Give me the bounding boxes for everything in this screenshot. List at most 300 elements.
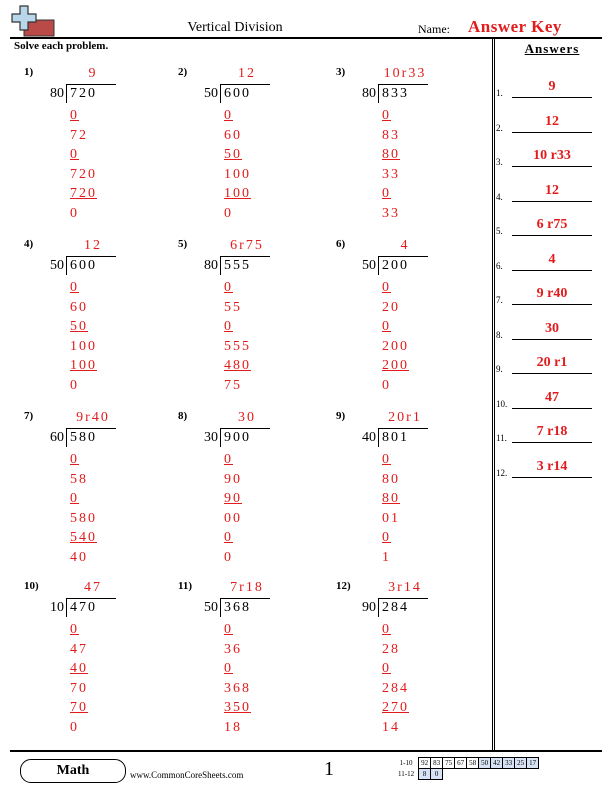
work-step	[70, 679, 120, 699]
work-step	[382, 145, 432, 165]
work-step-value: 83	[382, 127, 400, 143]
work-step-value: 90	[224, 471, 242, 487]
answer-row	[496, 170, 608, 204]
work-step	[382, 659, 432, 679]
division-bar-side	[220, 599, 221, 617]
work-step	[70, 356, 120, 376]
work-step	[382, 204, 432, 224]
name-label: Name:	[418, 22, 450, 36]
work-step-value: 0	[70, 108, 79, 123]
problem-number: 12)	[336, 580, 351, 592]
division-bar-top	[220, 598, 270, 599]
quotient: 10r33	[383, 66, 427, 81]
work-step-value: 0	[382, 452, 391, 467]
dividend: 833	[382, 86, 409, 101]
work-step-value: 33	[382, 205, 400, 221]
work-step-value: 0	[224, 280, 233, 295]
answer-row	[496, 342, 608, 376]
quotient: 30	[238, 410, 256, 425]
answer-value: 3 r14	[536, 458, 568, 474]
work-step	[224, 278, 274, 298]
answer-number: 12.	[496, 467, 508, 478]
problem-number: 3)	[336, 66, 346, 78]
answers-header: Answers	[524, 41, 580, 56]
work-step-value: 720	[70, 166, 97, 182]
work-step	[224, 620, 274, 640]
work-step	[382, 278, 432, 298]
answer-row	[496, 101, 608, 135]
work-step	[224, 145, 274, 165]
work-step-value: 480	[224, 358, 251, 373]
work-step-value: 36	[224, 641, 242, 657]
dividend: 580	[70, 430, 97, 445]
answer-row	[496, 273, 608, 307]
work-step-value: 0	[382, 530, 391, 545]
division-bar-side	[220, 257, 221, 275]
score-cell: 42	[491, 758, 503, 769]
work-step-value: 0	[224, 319, 233, 334]
work-step	[70, 718, 120, 738]
problem-number: 4)	[24, 238, 34, 250]
work-step	[224, 679, 274, 699]
work-step-value: 47	[70, 641, 88, 657]
work-step	[70, 640, 120, 660]
answer-row	[496, 239, 608, 273]
division-bar-top	[378, 84, 428, 85]
work-step	[382, 356, 432, 376]
divisor: 10	[50, 600, 64, 615]
problem-number: 8)	[178, 410, 188, 422]
answer-line	[512, 373, 592, 374]
header-rule	[10, 37, 602, 39]
quotient: 9	[88, 66, 98, 81]
work-step	[382, 298, 432, 318]
divisor: 80	[204, 258, 218, 273]
score-cell: 83	[431, 758, 443, 769]
work-step-value: 0	[224, 205, 233, 221]
division-bar-top	[378, 428, 428, 429]
work-step-value: 350	[224, 700, 251, 715]
answer-value: 12	[545, 113, 559, 129]
work-step-value: 0	[382, 622, 391, 637]
quotient: 47	[84, 580, 102, 595]
dividend: 200	[382, 258, 409, 273]
score-cell: 75	[443, 758, 455, 769]
work-step	[70, 145, 120, 165]
answer-line	[512, 201, 592, 202]
work-step-value: 50	[224, 147, 242, 162]
work-step	[70, 450, 120, 470]
answer-value: 4	[548, 251, 556, 267]
work-step	[70, 528, 120, 548]
work-step	[382, 184, 432, 204]
answer-row	[496, 411, 608, 445]
work-step	[382, 620, 432, 640]
work-step-value: 70	[70, 700, 88, 715]
work-step-value: 0	[382, 108, 391, 123]
problem-number: 10)	[24, 580, 39, 592]
division-bar-side	[66, 429, 67, 447]
work-step	[70, 620, 120, 640]
answer-value: 9 r40	[536, 286, 568, 301]
work-step-value: 580	[70, 510, 97, 526]
answer-number: 3.	[496, 157, 503, 167]
work-step-value: 0	[382, 377, 391, 393]
work-step	[224, 298, 274, 318]
division-problem	[178, 66, 328, 236]
work-step	[382, 640, 432, 660]
work-step	[70, 106, 120, 126]
work-steps	[70, 106, 120, 223]
score-cell: 0	[431, 769, 443, 780]
work-step	[70, 509, 120, 529]
work-step	[382, 376, 432, 396]
work-step	[224, 698, 274, 718]
work-step	[224, 204, 274, 224]
score-cell: 92	[419, 758, 431, 769]
division-bar-top	[66, 256, 116, 257]
work-step	[224, 640, 274, 660]
work-step	[224, 376, 274, 396]
work-step-value: 18	[224, 719, 242, 735]
score-grid	[396, 757, 539, 780]
answer-line	[512, 132, 592, 133]
score-row-label: 11-12	[398, 770, 415, 778]
answer-line	[512, 270, 592, 271]
work-step	[224, 337, 274, 357]
work-step-value: 200	[382, 338, 409, 354]
work-step	[70, 659, 120, 679]
work-step-value: 0	[70, 719, 79, 735]
work-step-value: 0	[224, 452, 233, 467]
answer-number: 6.	[496, 260, 503, 271]
work-step	[382, 509, 432, 529]
work-step	[224, 489, 274, 509]
division-bar-side	[378, 257, 379, 275]
answer-row	[496, 308, 608, 342]
quotient: 3r14	[388, 580, 422, 595]
work-step-value: 200	[382, 358, 409, 373]
work-steps	[382, 450, 432, 567]
division-bar-top	[220, 84, 270, 85]
work-step-value: 100	[224, 186, 251, 201]
work-step	[382, 165, 432, 185]
work-step-value: 0	[382, 661, 391, 676]
division-problem	[24, 66, 174, 236]
work-step-value: 20	[382, 299, 400, 315]
work-step-value: 28	[382, 641, 400, 657]
work-step-value: 0	[224, 549, 233, 565]
work-step	[70, 317, 120, 337]
work-step	[70, 126, 120, 146]
dividend: 600	[70, 258, 97, 273]
work-step-value: 40	[70, 549, 88, 565]
answer-value: 30	[545, 320, 559, 336]
dividend: 470	[70, 600, 97, 615]
work-step-value: 0	[70, 280, 79, 295]
problem-number: 11)	[178, 580, 193, 592]
work-step-value: 14	[382, 719, 400, 735]
work-step	[70, 489, 120, 509]
work-step-value: 0	[70, 491, 79, 506]
work-step-value: 0	[382, 280, 391, 295]
work-step-value: 0	[224, 530, 233, 545]
work-step-value: 0	[224, 622, 233, 637]
answer-value: 47	[545, 389, 559, 405]
work-step-value: 0	[70, 205, 79, 221]
work-step	[382, 317, 432, 337]
work-step	[70, 204, 120, 224]
work-step-value: 75	[224, 377, 242, 393]
work-step-value: 55	[224, 299, 242, 315]
quotient: 6r75	[230, 238, 264, 253]
divisor: 40	[362, 430, 376, 445]
dividend: 900	[224, 430, 251, 445]
problem-number: 6)	[336, 238, 346, 250]
work-step-value: 90	[224, 491, 242, 506]
dividend: 801	[382, 430, 409, 445]
score-cell: 50	[479, 758, 491, 769]
answer-line	[512, 304, 592, 305]
answer-number: 10.	[496, 398, 508, 409]
division-bar-side	[378, 85, 379, 103]
work-step-value: 80	[382, 471, 400, 487]
work-step-value: 540	[70, 530, 97, 545]
quotient: 4	[400, 238, 410, 253]
footer-rule	[10, 750, 602, 752]
work-step-value: 284	[382, 680, 409, 696]
work-step-value: 100	[70, 358, 97, 373]
division-bar-side	[66, 257, 67, 275]
score-cell: 33	[503, 758, 515, 769]
work-step-value: 01	[382, 510, 400, 526]
answer-number: 4.	[496, 191, 503, 202]
work-steps	[224, 450, 274, 567]
quotient: 12	[84, 238, 102, 253]
answer-line	[512, 166, 592, 167]
work-step	[224, 106, 274, 126]
answer-number: 9.	[496, 364, 503, 374]
work-step	[224, 356, 274, 376]
work-steps	[224, 278, 274, 395]
work-step-value: 0	[70, 452, 79, 467]
work-step-value: 80	[382, 147, 400, 162]
work-step	[382, 337, 432, 357]
answer-number: 2.	[496, 122, 503, 133]
work-step	[382, 718, 432, 738]
problem-number: 7)	[24, 410, 34, 422]
answer-number: 1.	[496, 88, 503, 98]
dividend: 555	[224, 258, 251, 273]
work-step	[224, 317, 274, 337]
answer-line	[512, 235, 592, 236]
work-step	[70, 184, 120, 204]
work-step-value: 70	[70, 680, 88, 696]
answer-row	[496, 446, 608, 480]
division-bar-top	[220, 256, 270, 257]
work-steps	[70, 450, 120, 567]
answer-value: 20 r1	[536, 355, 568, 370]
answer-line	[512, 477, 592, 478]
problem-number: 2)	[178, 66, 188, 78]
work-step	[224, 184, 274, 204]
division-bar-top	[378, 256, 428, 257]
work-step-value: 0	[382, 186, 391, 201]
work-step	[70, 548, 120, 568]
work-step-value: 0	[70, 622, 79, 637]
divisor: 80	[362, 86, 376, 101]
work-step	[382, 450, 432, 470]
page-number: 1	[324, 758, 334, 780]
work-step-value: 33	[382, 166, 400, 182]
work-step	[224, 450, 274, 470]
work-step	[224, 126, 274, 146]
work-step-value: 0	[224, 661, 233, 676]
work-step	[382, 489, 432, 509]
work-step	[70, 278, 120, 298]
worksheet-title: Vertical Division	[187, 20, 283, 35]
division-bar-top	[66, 428, 116, 429]
quotient: 12	[238, 66, 256, 81]
work-step	[70, 165, 120, 185]
answer-value: 12	[545, 182, 559, 198]
dividend: 368	[224, 600, 251, 615]
score-row-label: 1-10	[399, 759, 413, 767]
quotient: 7r18	[230, 580, 264, 595]
problem-number: 9)	[336, 410, 346, 422]
work-step-value: 72	[70, 127, 88, 143]
work-steps	[382, 106, 432, 223]
answer-key-title: Answer Key	[468, 17, 562, 36]
work-step-value: 270	[382, 700, 409, 715]
work-step	[70, 298, 120, 318]
division-bar-side	[378, 429, 379, 447]
problem-number: 5)	[178, 238, 188, 250]
divisor: 50	[362, 258, 376, 273]
division-problem	[178, 410, 328, 580]
work-step	[224, 718, 274, 738]
work-step-value: 555	[224, 338, 251, 354]
instructions: Solve each problem.	[14, 40, 109, 52]
answer-number: 7.	[496, 295, 503, 305]
work-step	[70, 470, 120, 490]
work-step	[70, 698, 120, 718]
work-step-value: 1	[382, 549, 391, 565]
work-step	[382, 548, 432, 568]
work-step	[382, 470, 432, 490]
site-url: www.CommonCoreSheets.com	[130, 770, 244, 780]
work-step	[382, 528, 432, 548]
answer-line	[512, 408, 592, 409]
work-steps	[382, 620, 432, 737]
work-step-value: 80	[382, 491, 400, 506]
answer-line	[512, 97, 592, 98]
division-bar-side	[220, 85, 221, 103]
division-bar-side	[378, 599, 379, 617]
math-badge: Math	[20, 759, 126, 783]
divisor: 50	[50, 258, 64, 273]
answer-value: 10 r33	[533, 148, 571, 163]
work-steps	[224, 620, 274, 737]
divisor: 30	[204, 430, 218, 445]
answer-value: 9	[548, 79, 556, 94]
work-step-value: 00	[224, 510, 242, 526]
answer-number: 8.	[496, 329, 503, 340]
division-problem	[178, 238, 328, 408]
division-problem	[336, 238, 486, 408]
work-step-value: 720	[70, 186, 97, 201]
work-step	[382, 698, 432, 718]
quotient: 20r1	[388, 410, 422, 425]
work-steps	[70, 278, 120, 395]
division-problem	[336, 580, 486, 750]
answer-row	[496, 204, 608, 238]
work-step-value: 100	[70, 338, 97, 354]
work-step	[224, 165, 274, 185]
work-steps	[382, 278, 432, 395]
dividend: 600	[224, 86, 251, 101]
work-step	[224, 528, 274, 548]
answer-value: 7 r18	[536, 424, 568, 439]
answer-number: 11.	[496, 433, 507, 443]
division-bar-top	[378, 598, 428, 599]
quotient: 9r40	[76, 410, 110, 425]
score-cell: 25	[515, 758, 527, 769]
work-step-value: 368	[224, 680, 251, 696]
division-problem	[336, 410, 486, 580]
division-problem	[24, 580, 174, 750]
score-cell: 17	[527, 758, 539, 769]
dividend: 284	[382, 600, 409, 615]
divisor: 50	[204, 600, 218, 615]
work-step-value: 60	[70, 299, 88, 315]
answer-value: 6 r75	[536, 217, 568, 232]
division-bar-top	[220, 428, 270, 429]
answer-row	[496, 66, 608, 100]
work-step-value: 58	[70, 471, 88, 487]
work-step	[224, 470, 274, 490]
work-step-value: 100	[224, 166, 251, 182]
work-step-value: 40	[70, 661, 88, 676]
work-step-value: 60	[224, 127, 242, 143]
work-step-value: 0	[70, 377, 79, 393]
division-bar-top	[66, 84, 116, 85]
answer-row	[496, 135, 608, 169]
problem-number: 1)	[24, 66, 34, 78]
work-step-value: 50	[70, 319, 88, 334]
division-bar-side	[66, 85, 67, 103]
work-step	[224, 509, 274, 529]
answer-row	[496, 377, 608, 411]
work-step	[382, 106, 432, 126]
work-step-value: 0	[70, 147, 79, 162]
work-step	[70, 337, 120, 357]
division-bar-top	[66, 598, 116, 599]
answer-line	[512, 339, 592, 340]
score-cell: 58	[467, 758, 479, 769]
division-problem	[24, 410, 174, 580]
score-cell: 8	[419, 769, 431, 780]
answer-line	[512, 442, 592, 443]
work-step	[224, 548, 274, 568]
work-step-value: 0	[224, 108, 233, 123]
work-steps	[70, 620, 120, 737]
division-problem	[178, 580, 328, 750]
score-cell: 67	[455, 758, 467, 769]
divisor: 60	[50, 430, 64, 445]
division-bar-side	[66, 599, 67, 617]
answers-divider	[492, 38, 495, 750]
